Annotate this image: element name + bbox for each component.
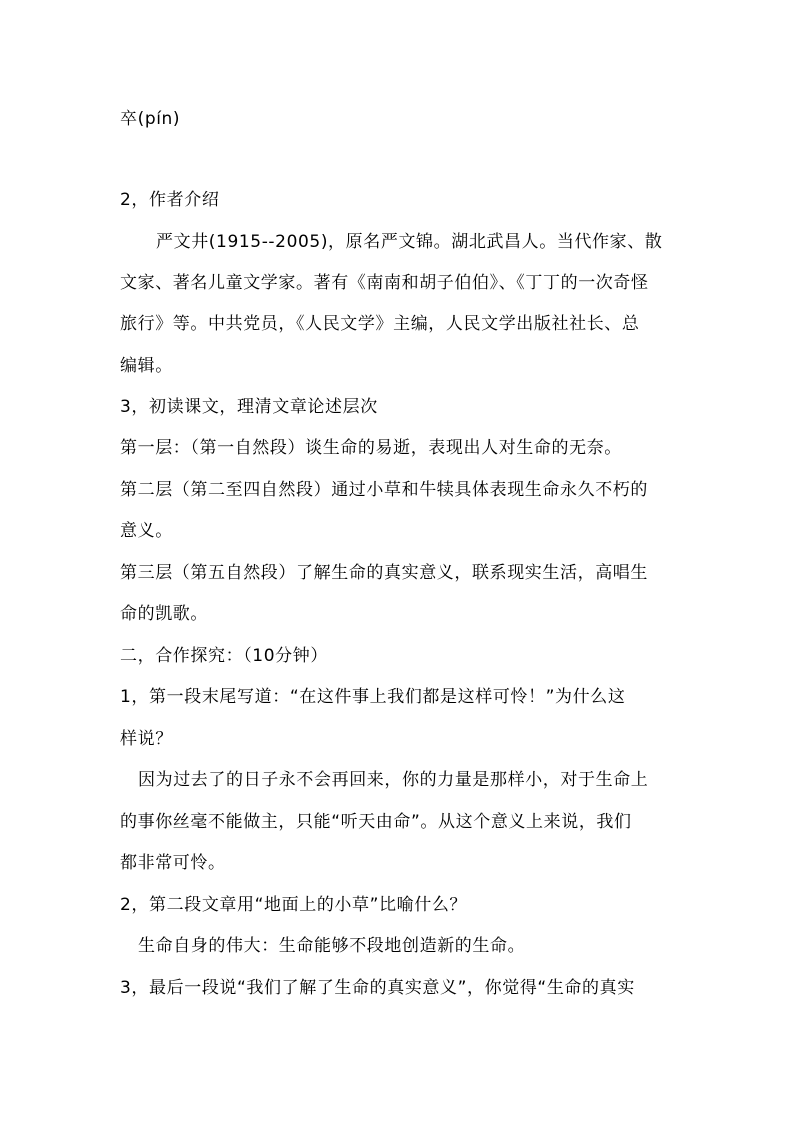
author-paragraph-line-2: 文家、著名儿童文学家。著有《南南和胡子伯伯》、《丁丁的一次奇怪 (120, 273, 649, 293)
section-heading-inquiry: 二，合作探究：（10分钟） (120, 646, 328, 666)
structure-layer-3-line-2: 命的凯歌。 (120, 604, 208, 624)
pinyin-note: 卒(pín) (120, 109, 181, 129)
structure-layer-2-line-1: 第二层（第二至四自然段）通过小草和牛犊具体表现生命永久不朽的 (120, 480, 648, 500)
question-1-line-2: 样说？ (120, 729, 173, 749)
answer-1-line-2: 的事你丝毫不能做主，只能“听天由命”。从这个意义上来说，我们 (120, 812, 632, 832)
author-paragraph-line-3: 旅行》等。中共党员，《人民文学》主编，人民文学出版社社长、总 (120, 314, 640, 334)
question-2: 2，第二段文章用“地面上的小草”比喻什么？ (120, 895, 468, 915)
section-heading-author: 2，作者介绍 (120, 190, 220, 210)
answer-1-line-1: 因为过去了的日子永不会再回来，你的力量是那样小，对于生命上 (138, 770, 649, 790)
structure-layer-2-line-2: 意义。 (120, 521, 173, 541)
structure-layer-1: 第一层：（第一自然段）谈生命的易逝，表现出人对生命的无奈。 (120, 438, 622, 458)
answer-1-line-3: 都非常可怜。 (120, 853, 226, 873)
answer-2: 生命自身的伟大：生命能够不段地创造新的生命。 (138, 936, 526, 956)
question-1-line-1: 1，第一段末尾写道：“在这件事上我们都是这样可怜！”为什么这 (120, 687, 626, 707)
author-paragraph-line-4: 编辑。 (120, 356, 173, 376)
structure-layer-3-line-1: 第三层（第五自然段）了解生命的真实意义，联系现实生活，高唱生 (120, 563, 648, 583)
author-paragraph-line-1: 严文井(1915--2005)，原名严文锦。湖北武昌人。当代作家、散 (156, 232, 663, 252)
question-3-line-1: 3，最后一段说“我们了解了生命的真实意义”，你觉得“生命的真实 (120, 978, 635, 998)
section-heading-structure: 3，初读课文，理清文章论述层次 (120, 397, 378, 417)
